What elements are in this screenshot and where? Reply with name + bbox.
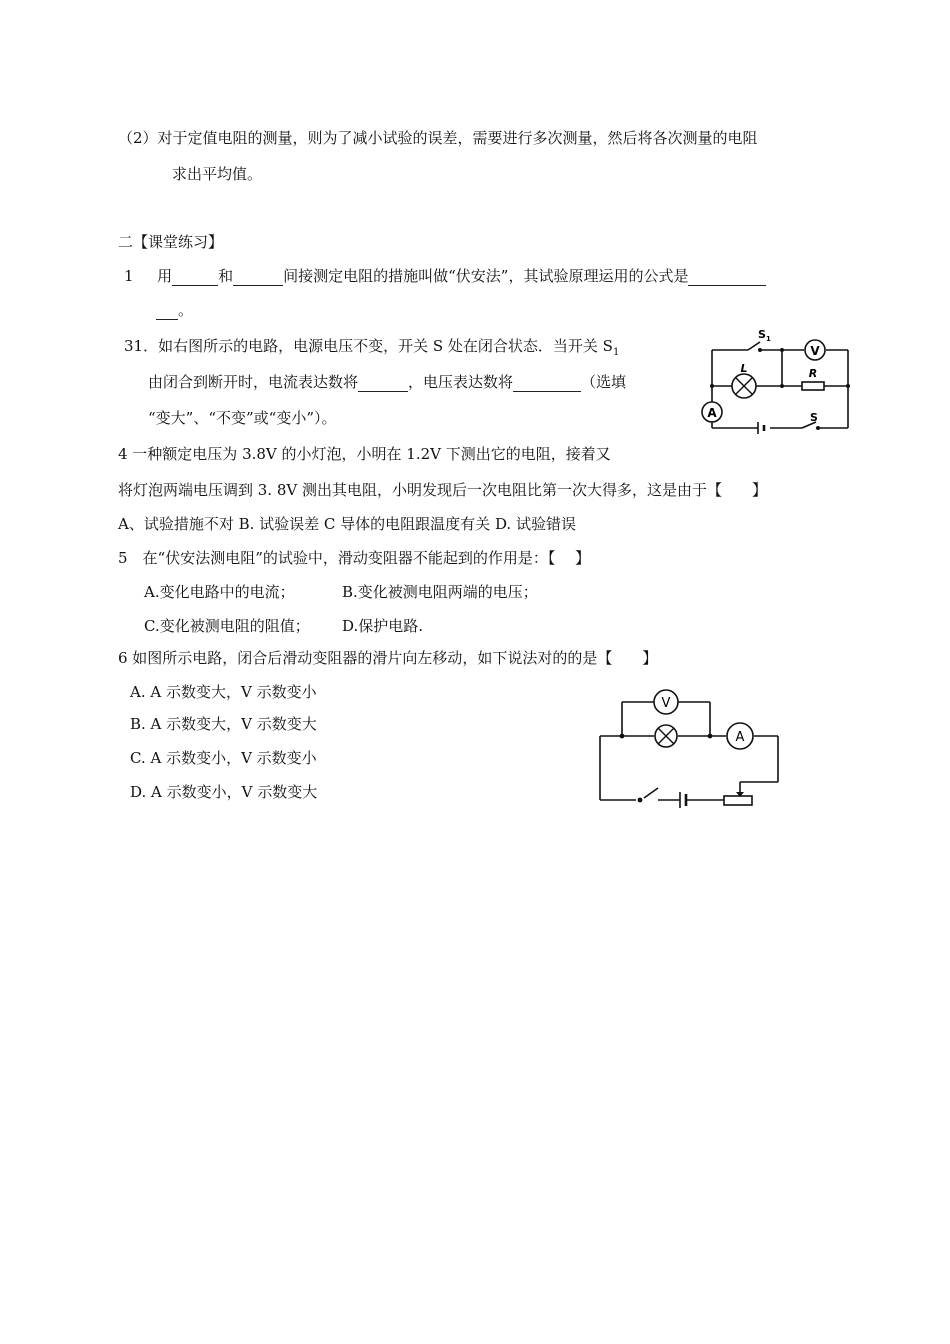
q4-options: A、试验措施不对 B. 试验误差 C 导体的电阻跟温度有关 D. 试验错误 xyxy=(118,515,576,533)
q4-line-1: 4 一种额定电压为 3.8V 的小灯泡，小明在 1.2V 下测出它的电阻，接着又 xyxy=(118,445,611,463)
q6-circuit-diagram xyxy=(592,682,788,810)
q6-option-a: A. A 示数变大，V 示数变小 xyxy=(130,683,317,701)
q6-option-b: B. A 示数变大，V 示数变大 xyxy=(130,715,317,733)
q1-number: 1 xyxy=(124,267,134,285)
q5-stem: 5 在“伏安法测电阻”的试验中，滑动变阻器不能起到的作用是：【 】 xyxy=(118,549,591,567)
q1-text-4: 。 xyxy=(178,301,194,319)
q31-resistor-label: R xyxy=(808,367,818,380)
q4-line-2: 将灯泡两端电压调到 3. 8V 测出其电阻，小明发现后一次电阻比第一次大得多，这是由于【 】 xyxy=(118,481,767,499)
q31-switch-s1-subscript: 1 xyxy=(766,335,771,343)
q31-switch-s-label: S xyxy=(810,411,818,424)
q31-line-1 xyxy=(124,336,619,363)
q31-circuit-diagram xyxy=(698,326,858,438)
q31-switch-s1-label: S xyxy=(758,328,766,341)
q6-option-c: C. A 示数变小，V 示数变小 xyxy=(130,749,317,767)
q5-option-b: B.变化被测电阻两端的电压； xyxy=(342,583,538,601)
q6-ammeter-label: A xyxy=(735,730,745,745)
intro-line-1: （2）对于定值电阻的测量，则为了减小试验的误差，需要进行多次测量，然后将各次测量的电阻 xyxy=(118,129,758,147)
q5-option-a: A.变化电路中的电流； xyxy=(144,583,295,601)
q31-lamp-label: L xyxy=(740,362,748,375)
q31-line-3: “变大”、“不变”或“变小”）。 xyxy=(148,409,337,427)
q31-line-2 xyxy=(148,372,626,392)
q31-line-1-text: 31．如右图所示的电路，电源电压不变，开关 S 处在闭合状态．当开关 S xyxy=(124,337,613,355)
section-heading: 二【课堂练习】 xyxy=(118,233,224,251)
q1-blank-2[interactable] xyxy=(233,269,283,286)
q31-line-2-text-b: ，电压表达数将 xyxy=(408,373,514,391)
q31-line-2-text-c: （选填 xyxy=(581,373,627,391)
q1-blank-3[interactable] xyxy=(688,269,766,286)
intro-line-2: 求出平均值。 xyxy=(172,165,263,183)
q31-line-2-text-a: 由闭合到断开时，电流表达数将 xyxy=(148,373,359,391)
q31-blank-voltage[interactable] xyxy=(513,375,581,392)
q5-option-c: C.变化被测电阻的阻值； xyxy=(144,617,310,635)
q1-blank-3-cont xyxy=(156,303,178,320)
q5-option-d: D.保护电路. xyxy=(342,617,424,635)
q6-option-d: D. A 示数变小，V 示数变大 xyxy=(130,783,318,801)
q1-text-1: 用 xyxy=(157,267,173,285)
q6-voltmeter-label: V xyxy=(661,696,671,711)
q31-ammeter-label: A xyxy=(707,406,717,420)
q1-text-2: 和 xyxy=(218,267,234,285)
q6-stem: 6 如图所示电路，闭合后滑动变阻器的滑片向左移动，如下说法对的的是【 】 xyxy=(118,649,658,667)
question-1-cont xyxy=(156,300,193,320)
q31-blank-current[interactable] xyxy=(358,375,408,392)
question-1 xyxy=(124,266,766,286)
q1-blank-1[interactable] xyxy=(172,269,218,286)
q1-text-3: 间接测定电阻的措施叫做“伏安法”，其试验原理运用的公式是 xyxy=(283,267,689,285)
q31-voltmeter-label: V xyxy=(810,344,820,358)
q31-s1-subscript: 1 xyxy=(612,347,620,358)
